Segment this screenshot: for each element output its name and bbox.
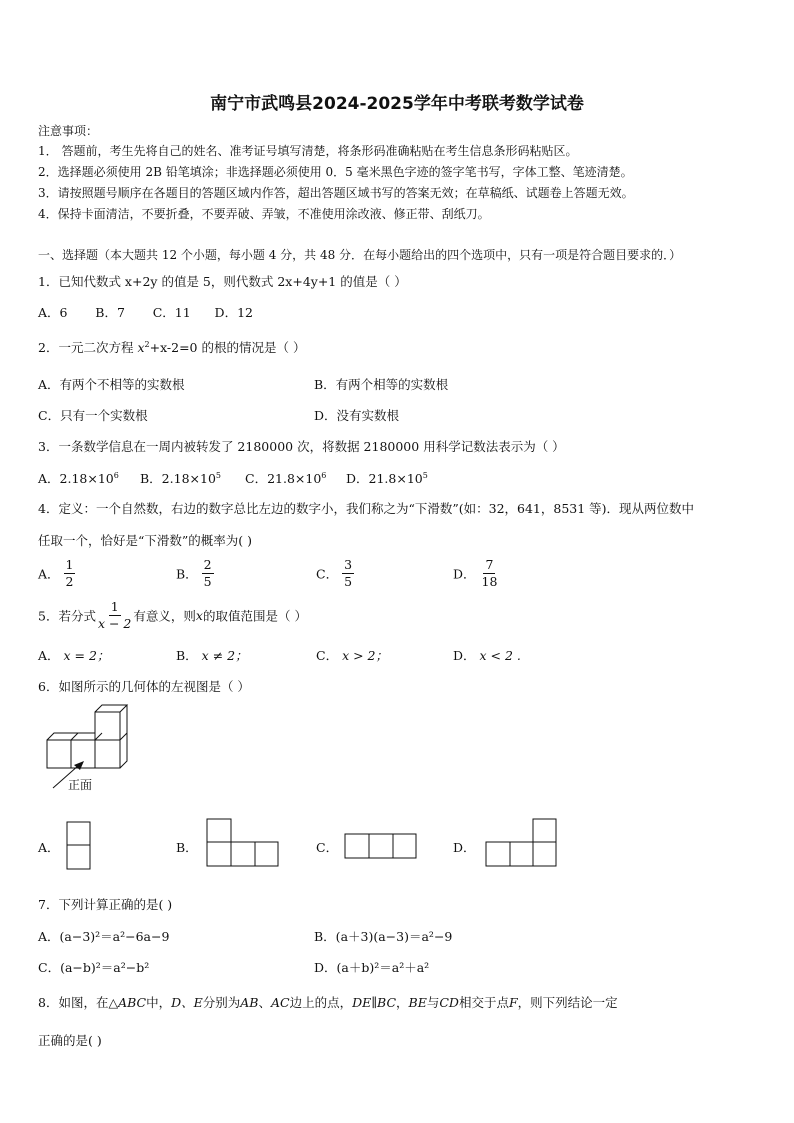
question-4-option-a: A． $\frac{1}{2}$ [38, 557, 74, 589]
question-6-option-a-figure [66, 821, 92, 871]
cube-face [71, 740, 95, 768]
notice-item-4: 4．保持卡面清洁，不要折叠，不要弄破、弄皱，不准使用涂改液、修正带、刮纸刀。 [38, 207, 490, 221]
question-6-option-b-figure [206, 818, 280, 868]
question-5-option-c: C． x > 2； [316, 648, 388, 663]
cube-face [47, 740, 71, 768]
question-3-option-a: A．$2.18\times 10^6$ [38, 470, 119, 486]
question-3-option-d: D．$21.8\times 10^5$ [346, 470, 428, 486]
question-4-option-c: C． $\frac{3}{5}$ [316, 557, 353, 589]
cube-face [95, 740, 120, 768]
cube-edge [95, 705, 127, 712]
question-6-option-c-label: C． [316, 840, 339, 855]
question-6-option-d-figure [485, 818, 559, 868]
section-heading: 一、选择题（本大题共 12 个小题，每小题 4 分，共 48 分．在每小题给出的四个选项中，只有一项是符合题目要求的．） [38, 248, 682, 262]
question-1-options: A．6 B．7 C．11 D．12 [38, 305, 253, 320]
question-4-line-1: 4．定义：一个自然数，右边的数字总比左边的数字小，我们称之为“下滑数”(如：32，641，8531 等)．现从两位数中 [38, 501, 695, 516]
question-4-option-d: D． $\frac{7}{18}$ [453, 557, 498, 589]
question-7-option-a: A．(a−3)²＝a²−6a−9 [38, 929, 170, 944]
question-7-option-d: D．(a＋b)²＝a²＋a² [314, 960, 430, 975]
notice-item-3: 3．请按照题号顺序在各题目的答题区域内作答，超出答题区域书写的答案无效；在草稿纸、试题卷上答题无效。 [38, 186, 634, 200]
question-2-option-d: D．没有实数根 [314, 408, 400, 423]
question-6-option-d-label: D． [453, 840, 476, 855]
cube-edge [71, 733, 78, 740]
cube-edge [120, 733, 127, 740]
question-7-option-b: B．(a＋3)(a−3)＝a²−9 [314, 929, 453, 944]
question-7-stem: 7．下列计算正确的是( ) [38, 897, 173, 912]
question-5-option-a: A． x = 2； [38, 648, 110, 663]
question-1-stem: 1．已知代数式 x+2y 的值是 5，则代数式 2x+4y+1 的值是（ ） [38, 274, 407, 289]
question-3-option-b: B．$2.18\times 10^5$ [140, 470, 221, 486]
question-6-option-c-figure [344, 833, 418, 861]
cube-edge [95, 733, 102, 740]
question-8-line-2: 正确的是( ) [38, 1033, 102, 1048]
cube-edge [47, 733, 95, 740]
question-3-stem: 3．一条数学信息在一周内被转发了 2180000 次，将数据 2180000 用科学记数法表示为（ ） [38, 439, 565, 454]
question-6-option-a-label: A． [38, 840, 60, 855]
question-5-option-b: B． x ≠ 2； [176, 648, 248, 663]
page-title: 南宁市武鸣县2024-2025学年中考联考数学试卷 [210, 94, 584, 114]
question-2-option-c: C．只有一个实数根 [38, 408, 148, 423]
question-4-line-2: 任取一个，恰好是“下滑数”的概率为( ) [38, 533, 253, 548]
question-8-line-1: 8．如图，在△ABC中，D、E分别为AB、AC边上的点，DE∥BC，BE与CD相交于点F，则下列结论一定 [38, 995, 618, 1010]
front-label: 正面 [68, 778, 93, 792]
notice-heading: 注意事项： [38, 124, 99, 138]
question-2-option-a: A．有两个不相等的实数根 [38, 377, 185, 392]
question-2-option-b: B．有两个相等的实数根 [314, 377, 449, 392]
notice-item-2: 2．选择题必须使用 2B 铅笔填涂；非选择题必须使用 0．5 毫米黑色字迹的签字笔书写，字体工整、笔迹清楚。 [38, 165, 633, 179]
question-7-option-c: C．(a−b)²＝a²−b² [38, 960, 150, 975]
question-5-stem: 5．若分式 $\frac{1}{x - 2}$ 有意义，则x的取值范围是（ ） [38, 599, 307, 631]
question-6-option-b-label: B． [176, 840, 198, 855]
question-2-stem: 2．一元二次方程 $x^2+x-2=0$ 的根的情况是（ ） [38, 339, 306, 355]
question-5-option-d: D． x < 2 . [453, 648, 521, 663]
question-3-option-c: C．$21.8\times 10^6$ [245, 470, 327, 486]
notice-item-1: 1． 答题前，考生先将自己的姓名、准考证号填写清楚，将条形码准确粘贴在考生信息条形码粘贴区。 [38, 144, 578, 158]
question-6-stem: 6．如图所示的几何体的左视图是（ ） [38, 679, 250, 694]
question-4-option-b: B． $\frac{2}{5}$ [176, 557, 212, 589]
